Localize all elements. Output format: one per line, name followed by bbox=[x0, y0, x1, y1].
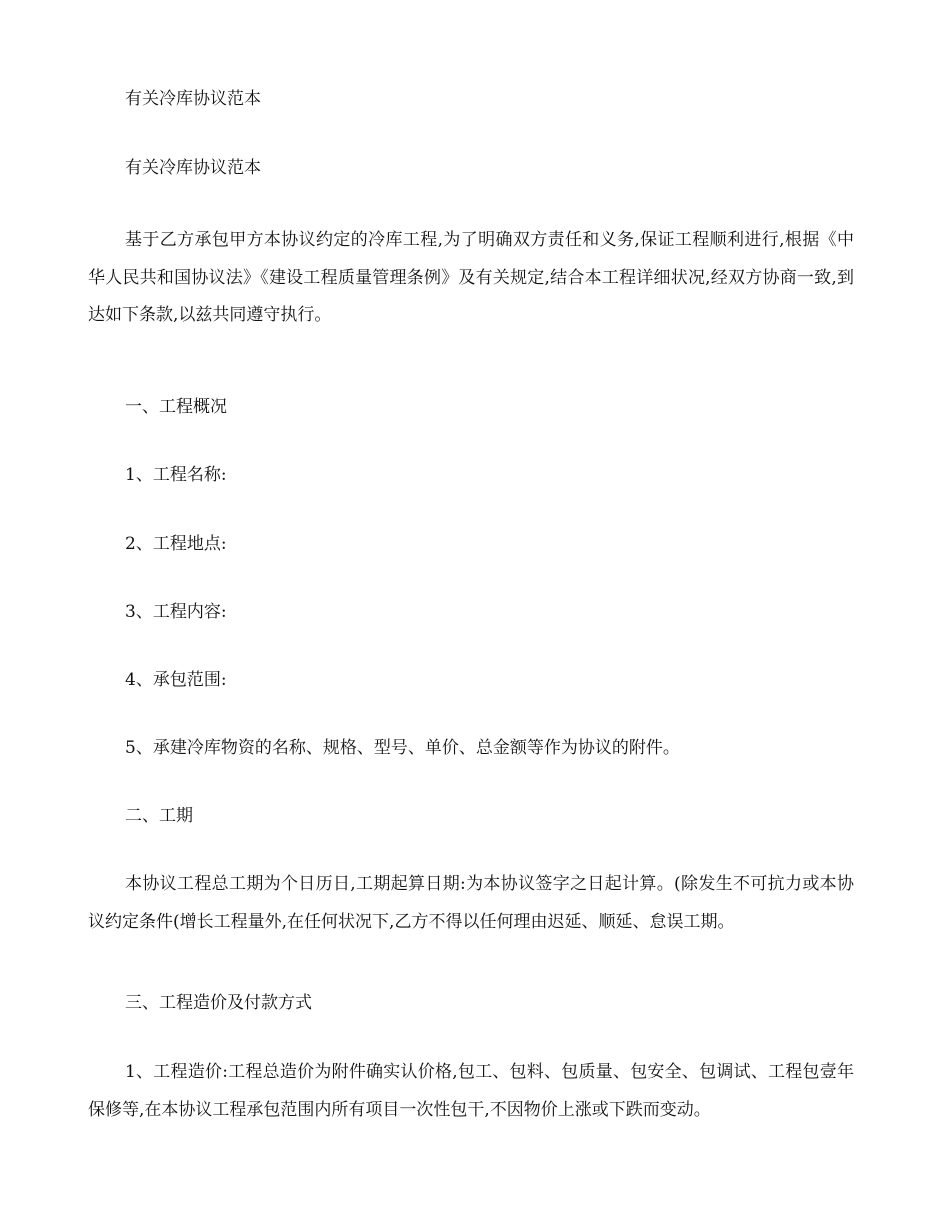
item-project-location: 2、工程地点: bbox=[125, 534, 227, 554]
document-subtitle: 有关冷库协议范本 bbox=[125, 158, 261, 178]
item-project-content: 3、工程内容: bbox=[125, 602, 227, 622]
item-materials: 5、承建冷库物资的名称、规格、型号、单价、总金额等作为协议的附件。 bbox=[125, 738, 680, 758]
paragraph-preamble: 基于乙方承包甲方本协议约定的冷库工程,为了明确双方责任和义务,保证工程顺利进行,根据《中华人民共和国协议法》《建设工程质量管理条例》及有关规定,结合本工程详细状况,经双方协商一致,到达如下条款,以兹共同遵守执行。 bbox=[88, 230, 854, 325]
paragraph-cost: 1、工程造价:工程总造价为附件确实认价格,包工、包料、包质量、包安全、包调试、工程包壹年保修等,在本协议工程承包范围内所有项目一次性包干,不因物价上涨或下跌而变动。 bbox=[88, 1062, 854, 1120]
paragraph-schedule: 本协议工程总工期为个日历日,工期起算日期:为本协议签字之日起计算。(除发生不可抗力或本协议约定条件(增长工程量外,在任何状况下,乙方不得以任何理由迟延、顺延、怠误工期。 bbox=[88, 874, 854, 932]
item-contract-scope: 4、承包范围: bbox=[125, 670, 227, 690]
section-heading-overview: 一、工程概况 bbox=[125, 397, 227, 417]
section-heading-cost: 三、工程造价及付款方式 bbox=[125, 993, 312, 1013]
item-project-name: 1、工程名称: bbox=[125, 465, 227, 485]
document-title: 有关冷库协议范本 bbox=[125, 89, 261, 109]
section-heading-schedule: 二、工期 bbox=[125, 806, 193, 826]
